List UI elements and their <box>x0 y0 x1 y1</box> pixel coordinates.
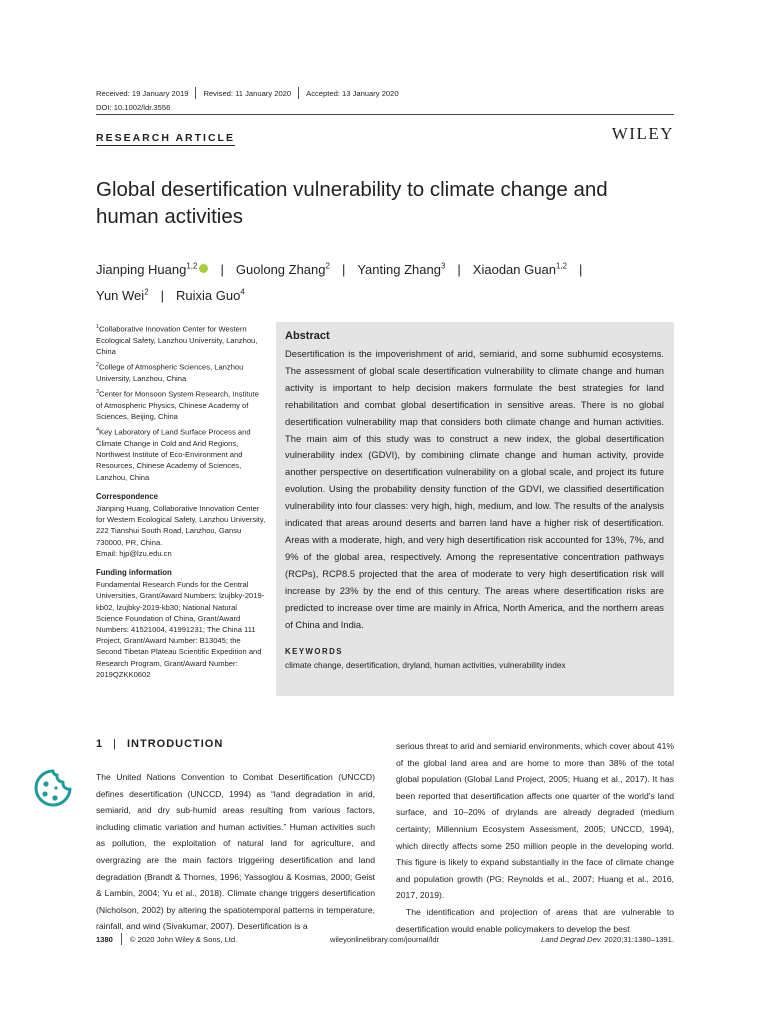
header-rule <box>96 114 674 115</box>
funding-heading: Funding information <box>96 567 172 577</box>
keywords-heading: KEYWORDS <box>285 647 343 657</box>
divider <box>298 87 299 99</box>
body-text-left: The United Nations Convention to Combat Desertification (UNCCD) defines desertification (UNCCD, 1994) as “land degradation in arid, semiarid, and dry sub-humid areas resulting from various factors, including climatic variation and human activities.” Human activities such as pollution, the exploitation of natural land for agriculture, and overgrazing are the main factors triggering desertification and land degradation (Brandt & Thornes, 1996; Yassoglou & Kosmas, 2000; Geist & Lambin, 2004; Yu et al., 2018). Climate change triggers desertification (Nicholson, 2002) by altering the spatiotemporal patterns in temperature, rainfall, and wind (Sivakumar, 2007). Desertification is a <box>96 772 375 932</box>
page-number: 1380 <box>96 934 113 944</box>
revised-date: Revised: 11 January 2020 <box>203 88 292 98</box>
section-heading: 1 | INTRODUCTION <box>96 738 224 750</box>
citation: Land Degrad Dev. 2020;31:1380–1391. <box>541 934 674 944</box>
accepted-date: Accepted: 13 January 2020 <box>306 88 399 98</box>
affiliation: $^2$College of Atmospheric Sciences, Lanzhou University, Lanzhou, China <box>96 362 244 383</box>
keywords: climate change, desertification, dryland, human activities, vulnerability index <box>285 660 566 671</box>
article-dates <box>96 87 399 99</box>
author-list: Jianping Huang$^{1,2}$ | Guolong Zhang$^2$ | Yanting Zhang$^3$ | Xiaodan Guan$^{1,2}$ | Yun Wei$^2$ | Ruixia Guo$^4$ <box>96 262 583 303</box>
divider <box>121 933 122 945</box>
correspondence-heading: Correspondence <box>96 491 158 501</box>
cookie-icon[interactable] <box>32 767 74 809</box>
divider <box>195 87 196 99</box>
page-footer <box>96 933 674 945</box>
author[interactable]: Yanting Zhang$^3$ <box>357 262 446 278</box>
abstract-text: Desertification is the impoverishment of arid, semiarid, and some subhumid ecosystems. The assessment of global scale desertification vulnerability to climate change and human activity is important to help decision makers formulate the best strategies for land rehabilitation and combat global desertification in sensitive areas. There is no global desertification vulnerability map that considers both climate change and human activities. The main aim of this study was to construct a new index, the global desertification vulnerability index (GDVI), by combining climate change and human activity, provide another perspective on desertification vulnerability on a global scale, and project its future evolution. Using the probability density function of the GDVI, we classified desertification vulnerability into four classes: very high, high, medium, and low. The results of the analysis indicated that areas around deserts and barren land have a higher risk of desertification. Areas with a moderate, high, and very high desertification risk accounted for 13%, 7%, and 9% of the global area, respectively. Among the representative concentration pathways (RCPs), RCP8.5 projected that the area of moderate to very high desertification risk will increase by 23% by the end of this century. The areas where desertification risks are predicted to increase over time are mainly in Africa, North America, and the northern areas of China and India. <box>285 348 664 630</box>
article-type: RESEARCH ARTICLE <box>96 132 235 144</box>
correspondence-text: Jianping Huang, Collaborative Innovation Center for Western Ecological Safety, Lanzhou University, 222 Tianshui South Road, Lanzhou, Gansu 730000, PR, China. <box>96 503 266 547</box>
author[interactable]: Yun Wei$^2$ <box>96 287 149 303</box>
funding-text: Fundamental Research Funds for the Central Universities, Grant/Award Numbers: lzujbky-2019-kb02, lzujbky-2019-kb30; National Natural Science Foundation of China, Grant/Award Numbers: 41521004, 41991231; The China 111 Project, Grant/Award Number: B13045; the Second Tibetan Plateau Scientific Expedition and Research Program, Grant/Award Number: 2019QZKK0602 <box>96 580 265 679</box>
paragraph: serious threat to arid and semiarid environments, which cover about 41% of the global land area and are home to more than 38% of the total global population (Global Land Project, 2005; Huang et al., 2017). It has been reported that desertification affects one quarter of the world's land surface, and 10–20% of drylands are already degraded (medium certainty; Millennium Ecosystem Assessment, 2005; UNCCD, 1994), which directly affects some 250 million people in the developing world. This figure is likely to expand substantially in the face of climate change and population growth (PG; Reynolds et al., 2007; Huang et al., 2016, 2017, 2019). <box>396 741 674 901</box>
article-title: Global desertification vulnerability to climate change and human activities <box>96 178 608 228</box>
abstract-box <box>276 322 674 696</box>
section-number: 1 <box>96 738 104 750</box>
body-text-right <box>396 738 674 937</box>
section-title: INTRODUCTION <box>126 738 224 750</box>
affiliation: $^3$Center for Monsoon System Research, Institute of Atmospheric Physics, Chinese Academy of Sciences, Beijing, China <box>96 389 259 422</box>
author[interactable]: Guolong Zhang$^2$ <box>235 262 330 278</box>
article-info-column <box>96 322 266 680</box>
received-date: Received: 19 January 2019 <box>96 88 189 98</box>
paragraph: The identification and projection of areas that are vulnerable to desertification would enable policymakers to develop the best <box>396 906 674 934</box>
affiliation: $^1$Collaborative Innovation Center for Western Ecological Safety, Lanzhou University, Lanzhou, China <box>96 324 258 356</box>
author[interactable]: Xiaodan Guan$^{1,2}$ <box>472 262 568 278</box>
doi[interactable]: DOI: 10.1002/ldr.3556 <box>96 103 171 112</box>
publisher-logo: WILEY <box>611 124 674 143</box>
author[interactable]: Jianping Huang$^{1,2}$ <box>96 262 198 278</box>
copyright: © 2020 John Wiley & Sons, Ltd. <box>129 934 238 944</box>
orcid-icon[interactable] <box>199 264 208 273</box>
journal-url[interactable]: wileyonlinelibrary.com/journal/ldr <box>330 934 440 944</box>
author[interactable]: Ruixia Guo$^4$ <box>176 287 245 303</box>
correspondence-email[interactable]: Email: hjp@lzu.edu.cn <box>96 548 172 558</box>
affiliation: $^4$Key Laboratory of Land Surface Process and Climate Change in Cold and Arid Regions, Northwest Institute of Eco-Environment and Resources, Chinese Academy of Sciences, Lanzhou, China <box>96 427 251 482</box>
abstract-heading: Abstract <box>285 330 330 342</box>
